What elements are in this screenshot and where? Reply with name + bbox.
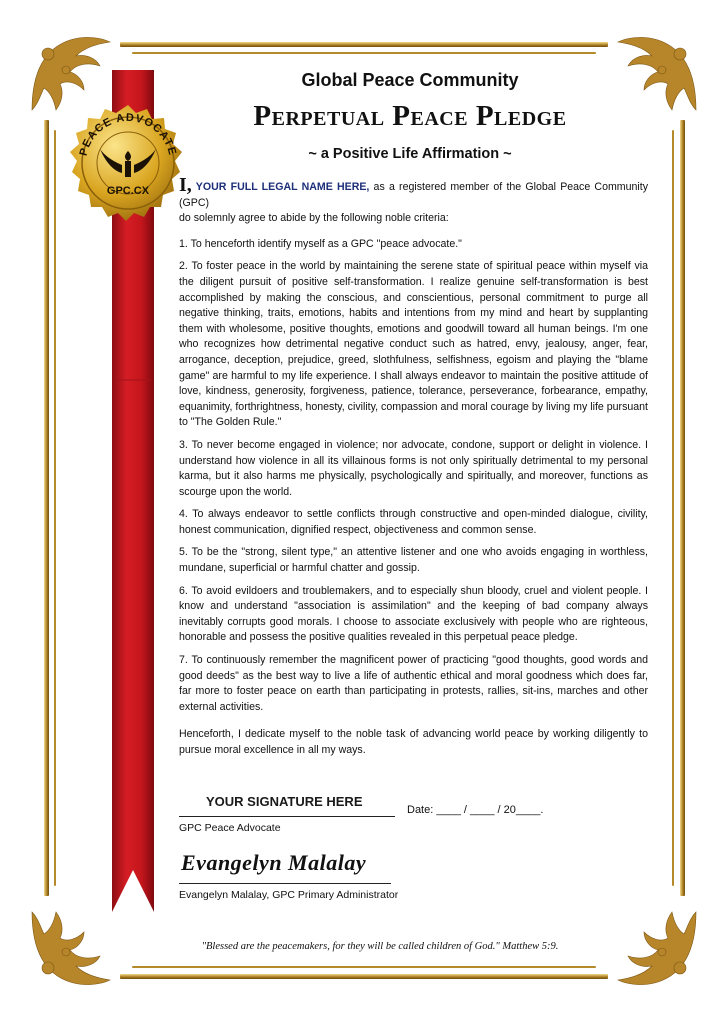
signature-caption: GPC Peace Advocate xyxy=(179,822,281,834)
intro-line2: do solemnly agree to abide by the following noble criteria: xyxy=(179,212,449,225)
pledge-subtitle: ~ a Positive Life Affirmation ~ xyxy=(308,146,512,162)
intro-line1-rest: as a registered member of the Global Peace Community (GPC) xyxy=(179,181,648,209)
criterion-6: 6. To avoid evildoers and troublemakers, and to especially shun bloody, cruel and violent people. I know and understand "association is assimilation" and the keeping of bad company always inevitably corrupts good morals. I choose to associate exclusively with people who are righteous, honorable and possess the positive qualities revealed in this perpetual peace pledge. xyxy=(179,584,648,644)
right-border-line xyxy=(672,130,674,886)
seal-arc-text: PEACE ADVOCATE xyxy=(77,111,179,158)
date-field[interactable]: Date: ____ / ____ / 20____. xyxy=(407,804,544,816)
signature-line xyxy=(179,816,395,817)
criterion-7: 7. To continuously remember the magnificent power of practicing "good thoughts, good words and good deeds" as the best way to live a life of authentic ethical and moral goodness which does far, far more to foster peace on earth than participating in protests, rallies, sit-ins, marches and other external activities. xyxy=(179,654,648,713)
top-border-line xyxy=(132,52,596,54)
intro-paragraph xyxy=(179,174,648,227)
seal-bottom-text: GPC.CX xyxy=(106,185,150,197)
pledge-title: Perpetual Peace Pledge xyxy=(253,100,567,132)
administrator-line xyxy=(179,883,391,884)
left-border-bar xyxy=(44,120,49,896)
bottom-right-corner-ornament xyxy=(614,904,702,992)
bottom-border-bar xyxy=(120,974,608,979)
criterion-2: 2. To foster peace in the world by maintaining the serene state of spiritual peace within myself via the diligent pursuit of positive self-transformation. I realize genuine self-transformation is best accomplished by making the conscious, and conscientious, personal commitment to purge all negative thinking, traits, emotions, habits and intentions from my mind and heart by supplanting them with wholesome, positive thoughts, emotions and goodwill toward all human beings. I'm one who recognizes how detrimental negative conduct such as hatred, envy, jealousy, anger, fear, arrogance, deception, prejudice, greed, slothfulness, selfishness, egoism and playing the "blame game" are harmful to my life experience. I shall always endeavor to maintain the positive attitude of love, kindness, generosity, forgiveness, patience, tolerance, perseverance, forbearance, empathy, equanimity, forthrightness, honesty, civility, compassion and moral courage by living my life pursuant to "The Golden Rule." xyxy=(179,260,648,429)
organization-name: Global Peace Community xyxy=(301,70,519,90)
closing-paragraph: Henceforth, I dedicate myself to the noble task of advancing world peace by working diligently to pursue moral excellence in all my ways. xyxy=(179,728,648,756)
bottom-left-corner-ornament xyxy=(26,904,114,992)
intro-big-i: I, xyxy=(179,174,192,196)
signature-placeholder[interactable]: YOUR SIGNATURE HERE xyxy=(206,794,363,809)
pledge-body xyxy=(179,174,648,766)
administrator-signature: Evangelyn Malalay xyxy=(181,850,367,875)
right-border-bar xyxy=(680,120,685,896)
left-border-line xyxy=(54,130,56,886)
peace-advocate-seal xyxy=(58,93,198,233)
name-placeholder: YOUR FULL LEGAL NAME HERE, xyxy=(195,181,370,193)
criterion-4: 4. To always endeavor to settle conflicts through constructive and open-minded dialogue, civility, honest communication, dignified respect, objectiveness and common sense. xyxy=(179,508,648,536)
administrator-caption: Evangelyn Malalay, GPC Primary Administrator xyxy=(179,889,399,901)
criterion-3: 3. To never become engaged in violence; nor advocate, condone, support or delight in violence. I understand how violence in all its villainous forms is not only spiritually detrimental to my personal karma, but it also harms me physically, psychologically and spiritually, and moreover, functions as scourge upon the world. xyxy=(179,438,648,498)
bottom-border-line xyxy=(132,966,596,968)
criterion-5: 5. To be the "strong, silent type," an attentive listener and one who avoids engaging in worthless, mundane, superficial or harmful chatter and gossip. xyxy=(179,546,648,575)
footer-verse: "Blessed are the peacemakers, for they will be called children of God." Matthew 5:9. xyxy=(201,941,559,952)
top-border-bar xyxy=(120,42,608,47)
criterion-1: 1. To henceforth identify myself as a GPC "peace advocate." xyxy=(179,237,462,250)
